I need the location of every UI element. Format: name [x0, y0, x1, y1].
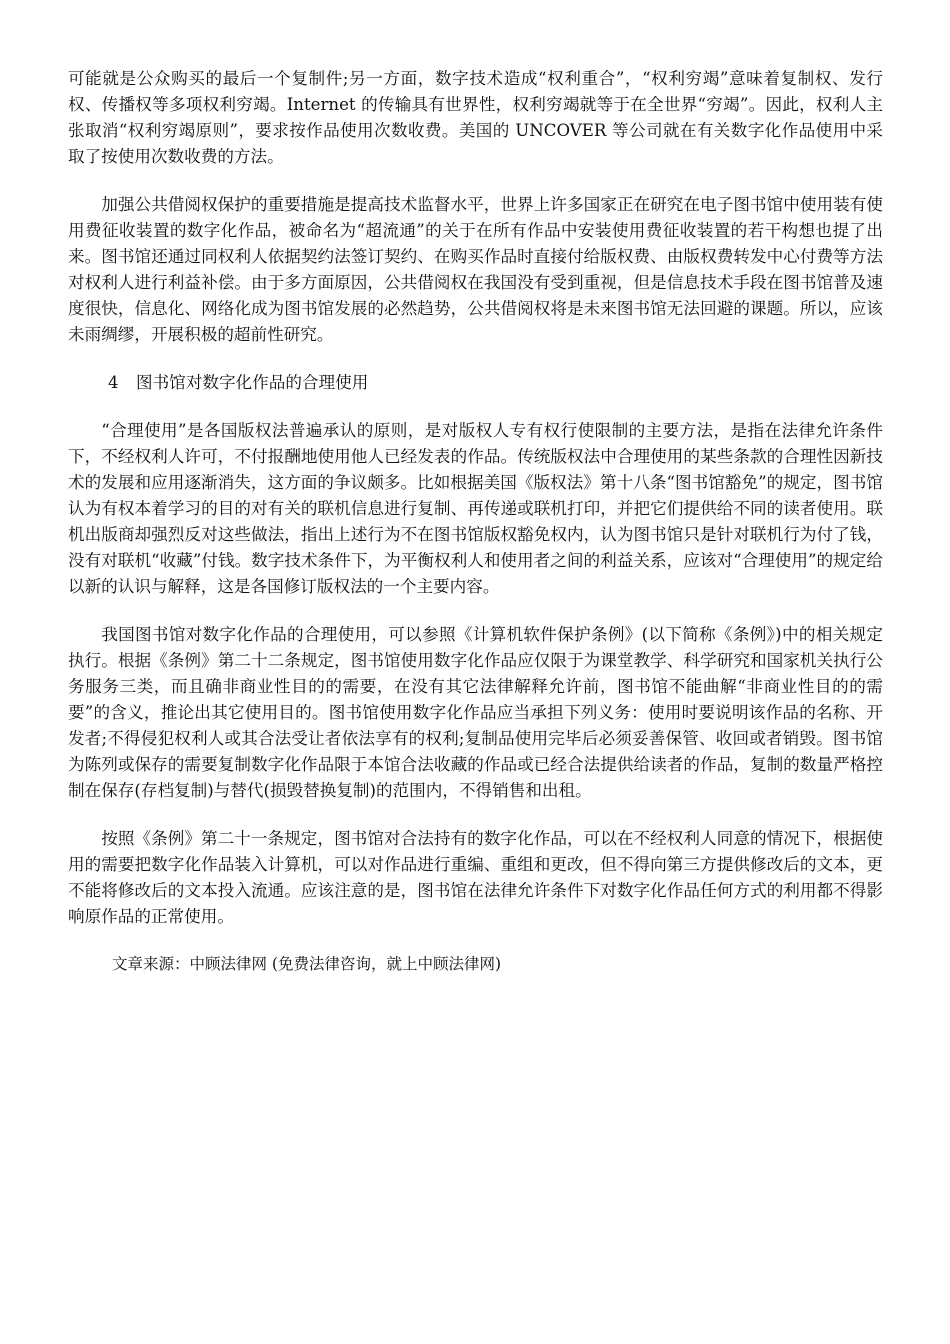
section-number: 4 — [108, 373, 119, 392]
section-heading — [68, 370, 883, 396]
section-title: 图书馆对数字化作品的合理使用 — [136, 373, 369, 392]
paragraph-continuation: 可能就是公众购买的最后一个复制件;另一方面，数字技术造成“权利重合”，“权利穷竭”意味着复制权、发行权、传播权等多项权利穷竭。Internet 的传输具有世界性，权利穷竭就等于在全世界“穷竭”。因此，权利人主张取消“权利穷竭原则”，要求按作品使用次数收费。美国的 UNCOVER 等公司就在有关数字化作品使用中采取了按使用次数收费的方法。 — [68, 69, 883, 166]
paragraph-public-lending-right: 加强公共借阅权保护的重要措施是提高技术监督水平，世界上许多国家正在研究在电子图书馆中使用装有使用费征收装置的数字化作品，被命名为“超流通”的关于在所有作品中安装使用费征收装置的若干构想也提了出来。图书馆还通过同权利人依据契约法签订契约、在购买作品时直接付给版权费、由版权费转发中心付费等方法对权利人进行利益补偿。由于多方面原因，公共借阅权在我国没有受到重视，但是信息技术手段在图书馆普及速度很快，信息化、网络化成为图书馆发展的必然趋势，公共借阅权将是未来图书馆无法回避的课题。所以，应该未雨绸缪，开展积极的超前性研究。 — [68, 195, 883, 344]
paragraph-article-21: 按照《条例》第二十一条规定，图书馆对合法持有的数字化作品，可以在不经权利人同意的情况下，根据使用的需要把数字化作品装入计算机，可以对作品进行重编、重组和更改，但不得向第三方提供修改后的文本，更不能将修改后的文本投入流通。应该注意的是，图书馆在法律允许条件下对数字化作品任何方式的利用都不得影响原作品的正常使用。 — [68, 829, 883, 926]
document-page — [68, 66, 883, 976]
paragraph-fair-use: “合理使用”是各国版权法普遍承认的原则，是对版权人专有权行使限制的主要方法，是指在法律允许条件下，不经权利人许可，不付报酬地使用他人已经发表的作品。传统版权法中合理使用的某些条款的合理性因新技术的发展和应用逐渐消失，这方面的争议颇多。比如根据美国《版权法》第十八条“图书馆豁免”的规定，图书馆认为有权本着学习的目的对有关的联机信息进行复制、再传递或联机打印，并把它们提供给不同的读者使用。联机出版商却强烈反对这些做法，指出上述行为不在图书馆版权豁免权内，认为图书馆只是针对联机行为付了钱，没有对联机“收藏”付钱。数字技术条件下，为平衡权利人和使用者之间的利益关系，应该对“合理使用”的规定给以新的认识与解释，这是各国修订版权法的一个主要内容。 — [68, 421, 883, 596]
article-source: 文章来源：中顾法律网 (免费法律咨询，就上中顾法律网) — [112, 955, 502, 973]
paragraph-regulations: 我国图书馆对数字化作品的合理使用，可以参照《计算机软件保护条例》(以下简称《条例》)中的相关规定执行。根据《条例》第二十二条规定，图书馆使用数字化作品应仅限于为课堂教学、科学研究和国家机关执行公务服务三类，而且确非商业性目的的需要，在没有其它法律解释允许前，图书馆不能曲解“非商业性目的的需要”的含义，推论出其它使用目的。图书馆使用数字化作品应当承担下列义务：使用时要说明该作品的名称、开发者;不得侵犯权利人或其合法受让者依法享有的权利;复制品使用完毕后必须妥善保管、收回或者销毁。图书馆为陈列或保存的需要复制数字化作品限于本馆合法收藏的作品或已经合法提供给读者的作品，复制的数量严格控制在保存(存档复制)与替代(损毁替换复制)的范围内，不得销售和出租。 — [68, 625, 883, 800]
